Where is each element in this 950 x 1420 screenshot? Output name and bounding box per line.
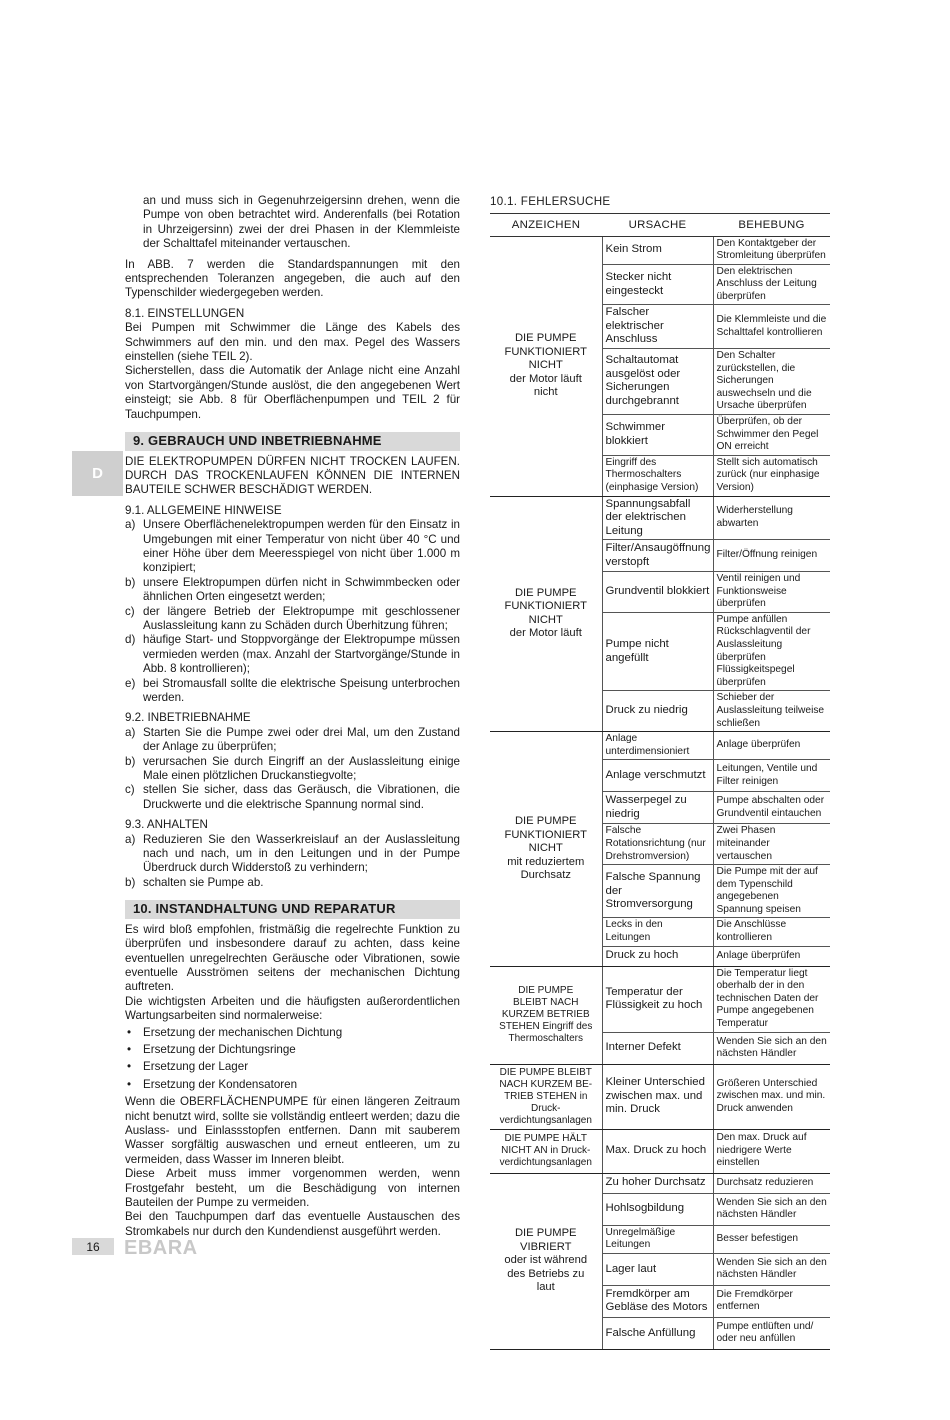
cause-cell: Falsche Rotationsrichtung (nur Drehstromversion) — [602, 824, 713, 865]
list-item — [125, 633, 460, 676]
list-item-text: häufige Start- und Stoppvorgänge der Elektropumpe müssen vermieden werden (max. Anzahl der Startvorgänge/Stunde in Abb. 8 kontrollieren); — [143, 633, 460, 676]
list-item — [125, 876, 460, 890]
remedy-cell: Besser befestigen — [713, 1225, 830, 1253]
list-marker: c) — [125, 604, 135, 618]
cause-cell: Stecker nicht eingesteckt — [602, 264, 713, 305]
section-8-1-text: Bei Pumpen mit Schwimmer die Länge des Kabels des Schwimmers auf den min. und den max. Pegel des Wassers einstellen (siehe TEIL 2). — [125, 321, 460, 364]
cause-cell: Eingriff des Thermoschalters (einphasige Version) — [602, 455, 713, 496]
cause-cell: Kleiner Unterschied zwischen max. und min. Druck — [602, 1064, 713, 1129]
symptom-cell: DIE PUMPE FUNKTIONIERT NICHT der Motor läuft — [490, 496, 602, 732]
voltage-paragraph: In ABB. 7 werden die Standardspannungen mit den entsprechenden Toleranzen angegeben, die auch auf den Typenschilder wiedergegeben werden. — [125, 257, 460, 300]
cause-cell: Grundventil blokkiert — [602, 572, 713, 613]
cause-cell: Lecks in den Leitungen — [602, 918, 713, 946]
cause-cell: Falsche Spannung der Stromversorgung — [602, 865, 713, 918]
remedy-cell: Die Anschlüsse kontrollieren — [713, 918, 830, 946]
header-remedy: BEHEBUNG — [713, 214, 830, 237]
cause-cell: Kein Strom — [602, 236, 713, 264]
language-tab: D — [72, 451, 123, 496]
remedy-cell: Wenden Sie sich an den nächsten Händler — [713, 1253, 830, 1285]
list-item-text: bei Stromausfall sollte die elektrische Speisung unterbrochen werden. — [143, 676, 460, 704]
list-marker: b) — [125, 754, 136, 768]
bullet-item — [125, 1026, 460, 1040]
logo-text: EBARA — [124, 1237, 198, 1258]
table-header-row — [490, 214, 830, 237]
bullet-text: Ersetzung der Lager — [143, 1060, 249, 1074]
troubleshooting-section — [490, 195, 830, 1350]
bullet-text: Ersetzung der Kondensatoren — [143, 1077, 298, 1091]
remedy-cell: Wenden Sie sich an den nächsten Händler — [713, 1032, 830, 1064]
section-10-heading: 10. INSTANDHALTUNG UND REPARATUR — [125, 900, 460, 918]
bullet-item — [125, 1043, 460, 1057]
troubleshooting-table — [490, 213, 830, 1350]
table-row — [490, 732, 830, 760]
table-row — [490, 496, 830, 540]
cause-cell: Spannungsabfall der elektrischen Leitung — [602, 496, 713, 540]
cause-cell: Schaltautomat ausgelöst oder Sicherungen durchgebrannt — [602, 348, 713, 414]
section-8-1-text-2: Sicherstellen, dass die Automatik der Anlage nicht eine Anzahl von Startvorgängen/Stunde auslöst, die den angegebenen Wert einsteigt; sie Abb. 8 für Oberflächenpumpen und TEIL 2 für Tauchpumpen. — [125, 364, 460, 421]
symptom-cell: DIE PUMPE FUNKTIONIERT NICHT der Motor läuft nicht — [490, 236, 602, 496]
bullet-icon: • — [127, 1025, 132, 1039]
list-item — [125, 605, 460, 634]
cause-cell: Anlage unterdimensioniert — [602, 732, 713, 760]
list-marker: c) — [125, 783, 135, 797]
table-row — [490, 1064, 830, 1129]
maintenance-paragraph-4: Diese Arbeit muss immer vorgenommen werden, wenn Frostgefahr besteht, um die Beschädigung von internen Bauteilen der Pumpe zu vermeiden. — [125, 1167, 460, 1209]
remedy-cell: Die Pumpe mit der auf dem Typenschild angegebenen Spannung speisen — [713, 865, 830, 918]
list-item — [125, 755, 460, 784]
maintenance-paragraph-5: Bei den Tauchpumpen darf das eventuelle Austauschen des Stromkabels nur durch den Kundendienst ausgeführt werden. — [125, 1210, 460, 1238]
list-marker: e) — [125, 676, 136, 690]
list-marker: a) — [125, 832, 136, 846]
list-item — [125, 677, 460, 706]
bullet-text: Ersetzung der Dichtungsringe — [143, 1042, 296, 1056]
list-item — [125, 783, 460, 812]
remedy-cell: Wenden Sie sich an den nächsten Händler — [713, 1193, 830, 1225]
maintenance-paragraph-2: Die wichtigsten Arbeiten und die häufigsten außerordentlichen Wartungsarbeiten sind normalerweise: — [125, 994, 460, 1023]
list-marker: d) — [125, 633, 136, 647]
table-row — [490, 236, 830, 264]
left-column — [125, 194, 460, 1245]
section-9-heading: 9. GEBRAUCH UND INBETRIEBNAHME — [125, 432, 460, 450]
section-9-2-list — [125, 726, 460, 812]
list-item-text: Unsere Oberflächenelektropumpen werden für den Einsatz in Umgebungen mit einer Temperatur von nicht über 40 °C und einer Höhe über dem Meeresspiegel von nicht über 1.000 m konzipiert; — [143, 518, 460, 575]
cause-cell: Zu hoher Durchsatz — [602, 1173, 713, 1193]
cause-cell: Schwimmer blokkiert — [602, 414, 713, 455]
remedy-cell: Durchsatz reduzieren — [713, 1173, 830, 1193]
table-row — [490, 1173, 830, 1193]
list-item-text: Starten Sie die Pumpe zwei oder drei Mal, um den Zustand der Anlage zu überprüfen; — [143, 725, 460, 754]
list-marker: b) — [125, 575, 136, 589]
bullet-icon: • — [127, 1042, 132, 1056]
list-marker: a) — [125, 518, 136, 532]
table-row — [490, 966, 830, 1032]
remedy-cell: Den elektrischen Anschluss der Leitung überprüfen — [713, 264, 830, 305]
remedy-cell: Pumpe abschalten oder Grundventil eintauchen — [713, 792, 830, 824]
header-symptom: ANZEICHEN — [490, 214, 602, 237]
header-cause: URSACHE — [602, 214, 713, 237]
cause-cell: Falsche Anfüllung — [602, 1317, 713, 1349]
cause-cell: Hohlsogbildung — [602, 1193, 713, 1225]
list-item — [125, 576, 460, 605]
remedy-cell: Widerherstellung abwarten — [713, 496, 830, 540]
section-9-1-list — [125, 518, 460, 705]
cause-cell: Falscher elektrischer Anschluss — [602, 305, 713, 349]
cause-cell: Pumpe nicht angefüllt — [602, 612, 713, 691]
bullet-item — [125, 1078, 460, 1092]
maintenance-paragraph-1: Es wird bloß empfohlen, fristmäßig die regelrechte Funktion zu überprüfen und insbesondere darauf zu achten, dass keine eventuellen unregelrechten Geräusche oder Vibrationen, sowie eventuelle Ausströmen seitens der mechanischen Dichtung auftreten. — [125, 922, 460, 994]
remedy-cell: Die Fremdkörper entfernen — [713, 1285, 830, 1317]
list-item — [125, 833, 460, 876]
remedy-cell: Den Kontaktgeber der Stromleitung überprüfen — [713, 236, 830, 264]
symptom-cell: DIE PUMPE FUNKTIONIERT NICHT mit reduziertem Durchsatz — [490, 732, 602, 967]
cause-cell: Filter/Ansaugöffnung verstopft — [602, 540, 713, 572]
section-8-1-title: 8.1. EINSTELLUNGEN — [125, 306, 245, 320]
remedy-cell: Schieber der Auslassleitung teilweise schließen — [713, 691, 830, 732]
cause-cell: Anlage verschmutzt — [602, 760, 713, 792]
list-marker: b) — [125, 875, 136, 889]
cause-cell: Interner Defekt — [602, 1032, 713, 1064]
remedy-cell: Ventil reinigen und Funktionsweise überprüfen — [713, 572, 830, 613]
remedy-cell: Pumpe entlüften und/ oder neu anfüllen — [713, 1317, 830, 1349]
bullet-text: Ersetzung der mechanischen Dichtung — [143, 1025, 343, 1039]
remedy-cell: Die Temperatur liegt oberhalb der in den technischen Daten der Pumpe angegebenen Temperatur — [713, 966, 830, 1032]
page-number: 16 — [72, 1238, 114, 1255]
symptom-cell: DIE PUMPE BLEIBT NACH KURZEM BE- TRIEB STEHEN in Druck- verdichtungsanlagen — [490, 1064, 602, 1129]
remedy-cell: Größeren Unterschied zwischen max. und min. Druck anwenden — [713, 1064, 830, 1129]
ebara-logo — [124, 1236, 204, 1258]
list-item-text: Reduzieren Sie den Wasserkreislauf an der Auslassleitung nach und nach, um in den Leitungen und in der Pumpe Überdruck durch Widderstoß zu verhindern; — [143, 832, 460, 875]
bullet-icon: • — [127, 1060, 132, 1074]
remedy-cell: Pumpe anfüllen Rückschlagventil der Auslassleitung überprüfen Flüssigkeitspegel überprüfen — [713, 612, 830, 691]
list-item-text: verursachen Sie durch Eingriff an der Auslassleitung einige Male einen plötzlichen Druckanstiegvolte; — [143, 754, 460, 783]
cause-cell: Max. Druck zu hoch — [602, 1129, 713, 1173]
intro-paragraph: an und muss sich in Gegenuhrzeigersinn drehen, wenn die Pumpe von oben betrachtet wird. Anderenfalls (bei Rotation in Uhrzeigersinn) zwei der drei Phasen in der Klemmleiste der Schalttafel miteinander vertauschen. — [143, 194, 460, 251]
cause-cell: Fremdkörper am Gebläse des Motors — [602, 1285, 713, 1317]
list-item-text: der längere Betrieb der Elektropumpe mit geschlossener Auslassleitung kann zu Schäden durch Überhitzung führen; — [143, 604, 460, 632]
remedy-cell: Filter/Öffnung reinigen — [713, 540, 830, 572]
section-9-2-title: 9.2. INBETRIEBNAHME — [125, 711, 251, 725]
dry-run-warning: DIE ELEKTROPUMPEN DÜRFEN NICHT TROCKEN LAUFEN. DURCH DAS TROCKENLAUFEN KÖNNEN DIE INTERNEN BAUTEILE SCHWER BESCHÄDIGT WERDEN. — [125, 454, 460, 497]
list-item — [125, 518, 460, 576]
remedy-cell: Stellt sich automatisch zurück (nur einphasige Version) — [713, 455, 830, 496]
section-9-3-title: 9.3. ANHALTEN — [125, 818, 208, 832]
remedy-cell: Den Schalter zurückstellen, die Sicherungen auswechseln und die Ursache überprüfen — [713, 348, 830, 414]
symptom-cell: DIE PUMPE BLEIBT NACH KURZEM BETRIEB STEHEN Eingriff des Thermoschalters — [490, 966, 602, 1064]
cause-cell: Druck zu hoch — [602, 946, 713, 966]
list-item-text: schalten sie Pumpe ab. — [143, 875, 264, 889]
remedy-cell: Zwei Phasen miteinander vertauschen — [713, 824, 830, 865]
cause-cell: Druck zu niedrig — [602, 691, 713, 732]
remedy-cell: Leitungen, Ventile und Filter reinigen — [713, 760, 830, 792]
symptom-cell: DIE PUMPE HÄLT NICHT AN in Druck- verdichtungsanlagen — [490, 1129, 602, 1173]
cause-cell: Temperatur der Flüssigkeit zu hoch — [602, 966, 713, 1032]
list-item-text: stellen Sie sicher, dass das Geräusch, die Vibrationen, die Druckwerte und die elektrische Spannung normal sind. — [143, 783, 460, 811]
section-9-3-list — [125, 833, 460, 891]
cause-cell: Wasserpegel zu niedrig — [602, 792, 713, 824]
remedy-cell: Anlage überprüfen — [713, 946, 830, 966]
table-title: 10.1. FEHLERSUCHE — [490, 195, 611, 208]
cause-cell: Lager laut — [602, 1253, 713, 1285]
list-marker: a) — [125, 725, 136, 739]
maintenance-bullet-list — [125, 1026, 460, 1093]
remedy-cell: Überprüfen, ob der Schwimmer den Pegel ON erreicht — [713, 414, 830, 455]
section-9-1-title: 9.1. ALLGEMEINE HINWEISE — [125, 503, 282, 517]
maintenance-paragraph-3: Wenn die OBERFLÄCHENPUMPE für einen längeren Zeitraum nicht benutzt wird, sollte sie vollständig entleert werden; dazu die Auslass- und Einlassstopfen entfernen. Dann mit sauberem Wasser sorgfältig auswaschen und erneut entleeren, um zu vermeiden, dass Wasser im Inneren bleibt. — [125, 1095, 460, 1166]
bullet-icon: • — [127, 1077, 132, 1091]
list-item-text: unsere Elektropumpen dürfen nicht in Schwimmbecken oder ähnlichen Orten eingesetzt werden; — [143, 575, 460, 604]
remedy-cell: Anlage überprüfen — [713, 732, 830, 760]
table-row — [490, 1129, 830, 1173]
symptom-cell: DIE PUMPE VIBRIERT oder ist während des Betriebs zu laut — [490, 1173, 602, 1349]
remedy-cell: Die Klemmleiste und die Schalttafel kontrollieren — [713, 305, 830, 349]
bullet-item — [125, 1060, 460, 1074]
list-item — [125, 726, 460, 755]
cause-cell: Unregelmäßige Leitungen — [602, 1225, 713, 1253]
remedy-cell: Den max. Druck auf niedrigere Werte einstellen — [713, 1129, 830, 1173]
